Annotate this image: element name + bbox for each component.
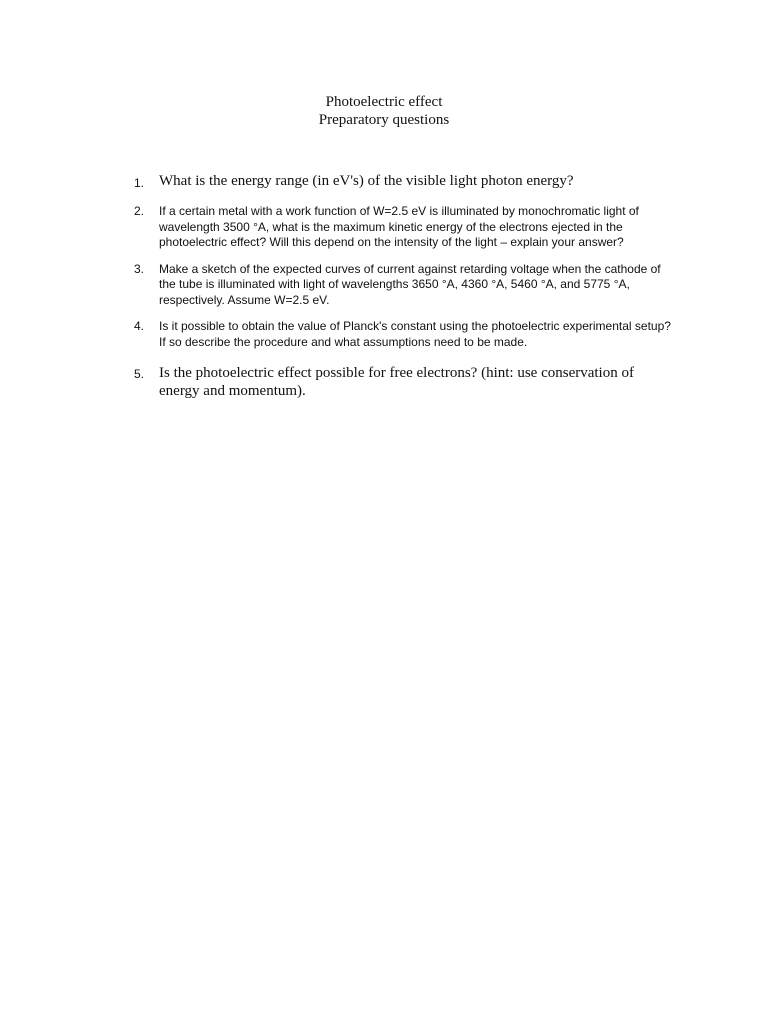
question-item-3 — [134, 262, 674, 309]
question-number: 2. — [134, 204, 145, 218]
question-text: What is the energy range (in eV's) of the visible light photon energy? — [159, 173, 574, 189]
question-number: 4. — [134, 319, 145, 333]
document-subtitle: Preparatory questions — [318, 112, 450, 128]
question-text: Make a sketch of the expected curves of current against retarding voltage when the cathode of the tube is illuminated with light of wavelengths 3650 °A, 4360 °A, 5460 °A, and 5775 °A, respectively. Assume W=2.5 eV. — [159, 261, 661, 307]
question-item-2 — [134, 204, 674, 251]
question-item-4 — [134, 319, 674, 350]
document-header — [0, 93, 768, 129]
question-list — [134, 172, 674, 400]
question-number: 3. — [134, 261, 145, 276]
question-number: 5. — [134, 367, 145, 381]
question-text: Is the photoelectric effect possible for free electrons? (hint: use conservation of energy and momentum). — [159, 365, 634, 399]
question-item-1 — [134, 172, 674, 190]
question-text: If a certain metal with a work function of W=2.5 eV is illuminated by monochromatic light of wavelength 3500 °A, what is the maximum kinetic energy of the electrons ejected in the photoelectric effect? Will this depend on the intensity of the light – explain your answer? — [159, 204, 639, 249]
document-title: Photoelectric effect — [325, 94, 443, 110]
question-item-5 — [134, 364, 674, 400]
question-text: Is it possible to obtain the value of Planck's constant using the photoelectric experimental setup? If so describe the procedure and what assumptions need to be made. — [159, 319, 671, 349]
question-number: 1. — [134, 176, 145, 190]
